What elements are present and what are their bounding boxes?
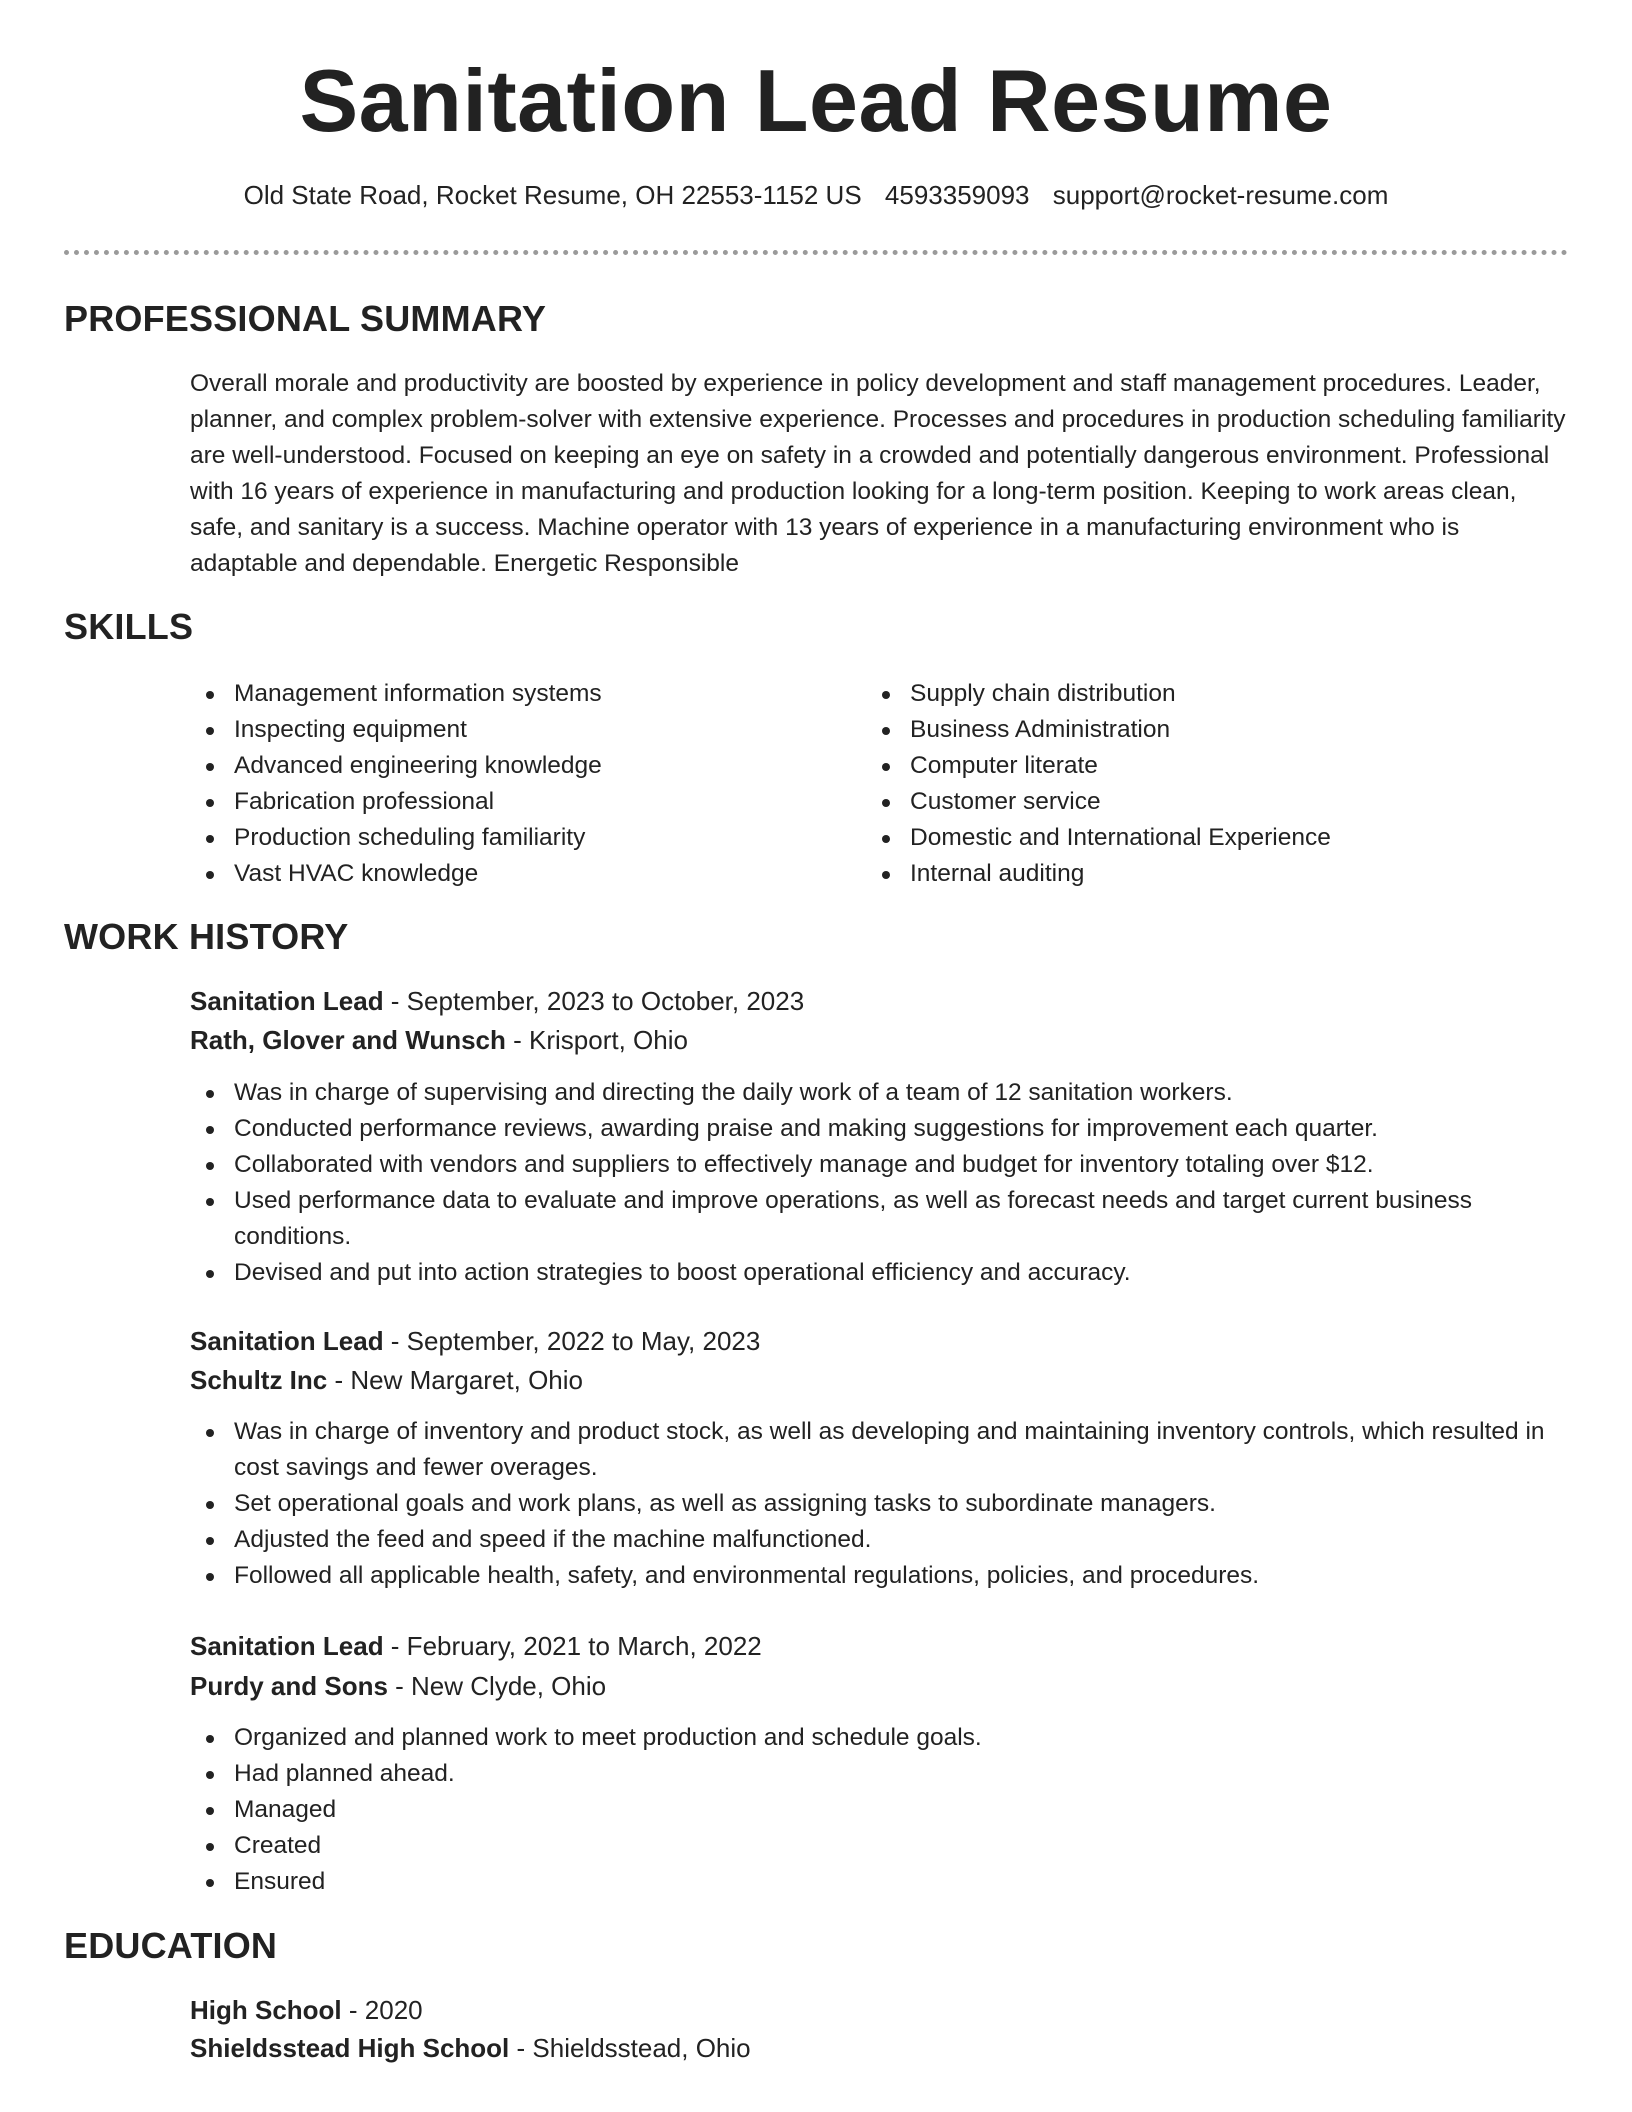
- job-title-line: [190, 1626, 762, 1666]
- skills-column-left: [190, 676, 870, 892]
- education-heading: EDUCATION: [64, 1925, 278, 1966]
- job-company-line: [190, 1360, 583, 1400]
- job-title-line: [190, 1321, 760, 1361]
- duty-item: Set operational goals and work plans, as well as assigning tasks to subordinate managers.: [190, 1486, 1570, 1522]
- skill-item: Supply chain distribution: [866, 676, 1546, 712]
- job-location: - Krisport, Ohio: [505, 1025, 688, 1055]
- skill-item: Customer service: [866, 784, 1546, 820]
- duty-item: Devised and put into action strategies to boost operational efficiency and accuracy.: [190, 1255, 1570, 1291]
- contact-address: Old State Road, Rocket Resume, OH 22553-1152 US: [243, 180, 862, 210]
- job-location: - New Clyde, Ohio: [387, 1671, 607, 1701]
- skill-item: Business Administration: [866, 712, 1546, 748]
- skill-item: Management information systems: [190, 676, 870, 712]
- duty-item: Was in charge of supervising and directing the daily work of a team of 12 sanitation workers.: [190, 1075, 1570, 1111]
- job-duties: [190, 1075, 1570, 1291]
- job-company-line: [190, 1666, 606, 1706]
- summary-text: Overall morale and productivity are boosted by experience in policy development and staff management procedures. Leader, planner, and complex problem-solver with extensive experience. Processes and procedures in production scheduling familiarity are well-understood. Focused on keeping an eye on safety in a crowded and potentially dangerous environment. Professional with 16 years of experience in manufacturing and production looking for a long-term position. Keeping to work areas clean, safe, and sanitary is a success. Machine operator with 13 years of experience in a manufacturing environment who is adaptable and dependable. Energetic Responsible: [190, 370, 1566, 577]
- duty-item: Had planned ahead.: [190, 1756, 1570, 1792]
- education-degree-line: [190, 1990, 423, 2030]
- header-divider: [64, 250, 1568, 255]
- job-role: Sanitation Lead: [190, 986, 384, 1016]
- skill-item: Computer literate: [866, 748, 1546, 784]
- duty-item: Managed: [190, 1792, 1570, 1828]
- skill-item: Domestic and International Experience: [866, 820, 1546, 856]
- duty-item: Collaborated with vendors and suppliers to effectively manage and budget for inventory totaling over $12.: [190, 1147, 1570, 1183]
- contact-email[interactable]: support@rocket-resume.com: [1052, 180, 1389, 210]
- job-duties: [190, 1414, 1570, 1594]
- education-year: - 2020: [341, 1995, 423, 2025]
- duty-item: Conducted performance reviews, awarding praise and making suggestions for improvement each quarter.: [190, 1111, 1570, 1147]
- education-degree: High School: [190, 1995, 342, 2025]
- job-dates: - September, 2022 to May, 2023: [383, 1326, 761, 1356]
- job-company: Schultz Inc: [190, 1365, 328, 1395]
- duty-item: Created: [190, 1828, 1570, 1864]
- job-title-line: [190, 981, 804, 1021]
- skill-item: Advanced engineering knowledge: [190, 748, 870, 784]
- work-history-heading: WORK HISTORY: [64, 916, 349, 957]
- skill-item: Fabrication professional: [190, 784, 870, 820]
- job-company: Purdy and Sons: [190, 1671, 388, 1701]
- contact-line: [0, 180, 1632, 211]
- education-school-line: [190, 2028, 751, 2068]
- job-duties: [190, 1720, 1570, 1900]
- duty-item: Organized and planned work to meet production and schedule goals.: [190, 1720, 1570, 1756]
- resume-title: Sanitation Lead Resume: [299, 51, 1333, 150]
- duty-item: Used performance data to evaluate and improve operations, as well as forecast needs and target current business conditions.: [190, 1183, 1570, 1255]
- job-location: - New Margaret, Ohio: [327, 1365, 583, 1395]
- education-location: - Shieldsstead, Ohio: [509, 2033, 751, 2063]
- skill-item: Internal auditing: [866, 856, 1546, 892]
- job-company: Rath, Glover and Wunsch: [190, 1025, 506, 1055]
- education-school: Shieldsstead High School: [190, 2033, 510, 2063]
- duty-item: Was in charge of inventory and product stock, as well as developing and maintaining inventory controls, which resulted in cost savings and fewer overages.: [190, 1414, 1570, 1486]
- skills-column-right: [866, 676, 1546, 892]
- job-role: Sanitation Lead: [190, 1326, 384, 1356]
- skill-item: Vast HVAC knowledge: [190, 856, 870, 892]
- contact-phone: 4593359093: [884, 180, 1030, 210]
- duty-item: Followed all applicable health, safety, and environmental regulations, policies, and procedures.: [190, 1558, 1570, 1594]
- job-dates: - September, 2023 to October, 2023: [383, 986, 805, 1016]
- job-role: Sanitation Lead: [190, 1631, 384, 1661]
- job-company-line: [190, 1020, 688, 1060]
- skills-heading: SKILLS: [64, 606, 194, 647]
- duty-item: Ensured: [190, 1864, 1570, 1900]
- summary-heading: PROFESSIONAL SUMMARY: [64, 298, 547, 339]
- job-dates: - February, 2021 to March, 2022: [383, 1631, 762, 1661]
- skill-item: Inspecting equipment: [190, 712, 870, 748]
- skill-item: Production scheduling familiarity: [190, 820, 870, 856]
- duty-item: Adjusted the feed and speed if the machine malfunctioned.: [190, 1522, 1570, 1558]
